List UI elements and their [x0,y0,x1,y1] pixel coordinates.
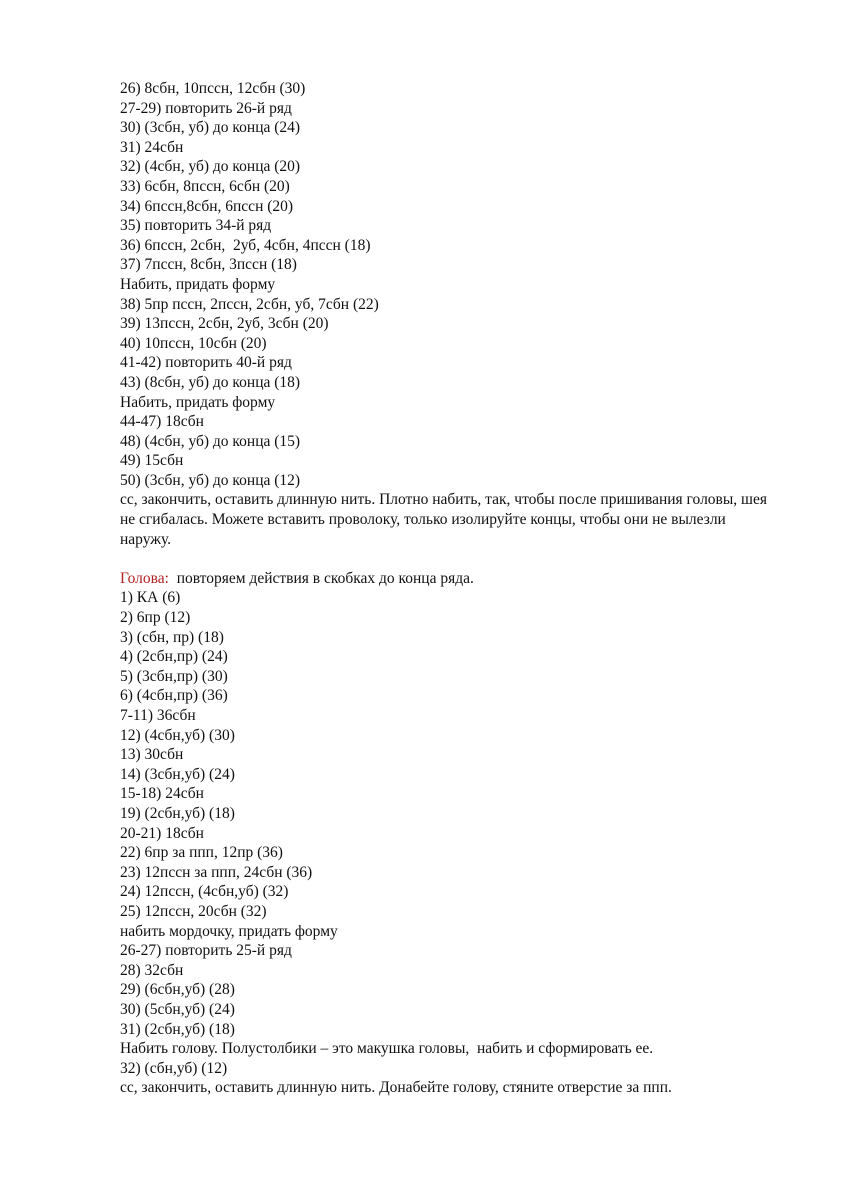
pattern-row: 5) (3сбн,пр) (30) [120,667,228,685]
pattern-row: 27-29) повторить 26-й ряд [120,99,292,117]
pattern-row: 49) 15сбн [120,452,184,470]
pattern-row: 34) 6пссн,8сбн, 6пссн (20) [120,197,294,215]
pattern-row: 33) 6сбн, 8пссн, 6сбн (20) [120,177,290,195]
pattern-row: 41-42) повторить 40-й ряд [120,354,292,372]
pattern-row: 12) (4сбн,уб) (30) [120,726,235,744]
pattern-row: 15-18) 24сбн [120,785,204,803]
closing-paragraph: сс, закончить, оставить длинную нить. Плотно набить, так, чтобы после пришивания головы, шея не сгибалась. Можете вставить проволоку, только изолируйте концы, чтобы они не вылезли наружу. [120,491,767,548]
pattern-row: 30) (3сбн, уб) до конца (24) [120,119,301,137]
head-section-heading: Голова: [120,569,169,587]
pattern-row: 44-47) 18сбн [120,413,204,431]
pattern-row: 38) 5пр пссн, 2пссн, 2сбн, уб, 7сбн (22) [120,295,379,313]
pattern-row: 6) (4сбн,пр) (36) [120,687,228,705]
pattern-row: 14) (3сбн,уб) (24) [120,765,235,783]
pattern-row: 30) (5сбн,уб) (24) [120,1000,235,1018]
pattern-row: 48) (4сбн, уб) до конца (15) [120,432,301,450]
pattern-row: 28) 32сбн [120,961,184,979]
head-section-intro: повторяем действия в скобках до конца ряда. [168,569,474,587]
pattern-row: 32) (сбн,уб) (12) [120,1059,228,1077]
pattern-row: 37) 7пссн, 8сбн, 3пссн (18) [120,256,297,274]
pattern-row: 39) 13пссн, 2сбн, 2уб, 3сбн (20) [120,315,329,333]
pattern-row: 13) 30сбн [120,746,184,764]
pattern-row: 31) (2сбн,уб) (18) [120,1020,235,1038]
pattern-row: 36) 6пссн, 2сбн, 2уб, 4сбн, 4пссн (18) [120,236,371,254]
pattern-row: 50) (3сбн, уб) до конца (12) [120,471,301,489]
pattern-row: 31) 24сбн [120,138,184,156]
pattern-row: 2) 6пр (12) [120,609,191,627]
paragraph-spacer [120,549,780,569]
pattern-row: 19) (2сбн,уб) (18) [120,804,235,822]
pattern-row: 1) КА (6) [120,589,181,607]
pattern-note: Набить, придать форму [120,275,276,293]
pattern-row: 20-21) 18сбн [120,824,204,842]
pattern-note: сс, закончить, оставить длинную нить. Донабейте голову, стяните отверстие за ппп. [120,1079,672,1097]
pattern-row: 29) (6сбн,уб) (28) [120,981,235,999]
pattern-row: 43) (8сбн, уб) до конца (18) [120,373,301,391]
pattern-note: Набить, придать форму [120,393,276,411]
head-section-heading-line [120,569,780,589]
pattern-note: Набить голову. Полустолбики – это макушка головы, набить и сформировать ее. [120,1040,654,1058]
pattern-row: 7-11) 36сбн [120,707,196,724]
pattern-note: набить мордочку, придать форму [120,922,338,940]
pattern-row: 25) 12пссн, 20сбн (32) [120,902,267,920]
pattern-row: 23) 12пссн за ппп, 24сбн (36) [120,863,313,881]
pattern-row: 26) 8сбн, 10пссн, 12сбн (30) [120,80,306,97]
pattern-row: 22) 6пр за ппп, 12пр (36) [120,844,283,862]
pattern-row: 24) 12пссн, (4сбн,уб) (32) [120,883,289,901]
pattern-row: 3) (сбн, пр) (18) [120,628,224,646]
pattern-row: 40) 10пссн, 10сбн (20) [120,334,267,352]
pattern-row: 4) (2сбн,пр) (24) [120,648,228,666]
instructions-text [120,79,780,1098]
pattern-row: 35) повторить 34-й ряд [120,217,272,235]
pattern-row: 32) (4сбн, уб) до конца (20) [120,158,301,176]
pattern-row: 26-27) повторить 25-й ряд [120,942,292,960]
